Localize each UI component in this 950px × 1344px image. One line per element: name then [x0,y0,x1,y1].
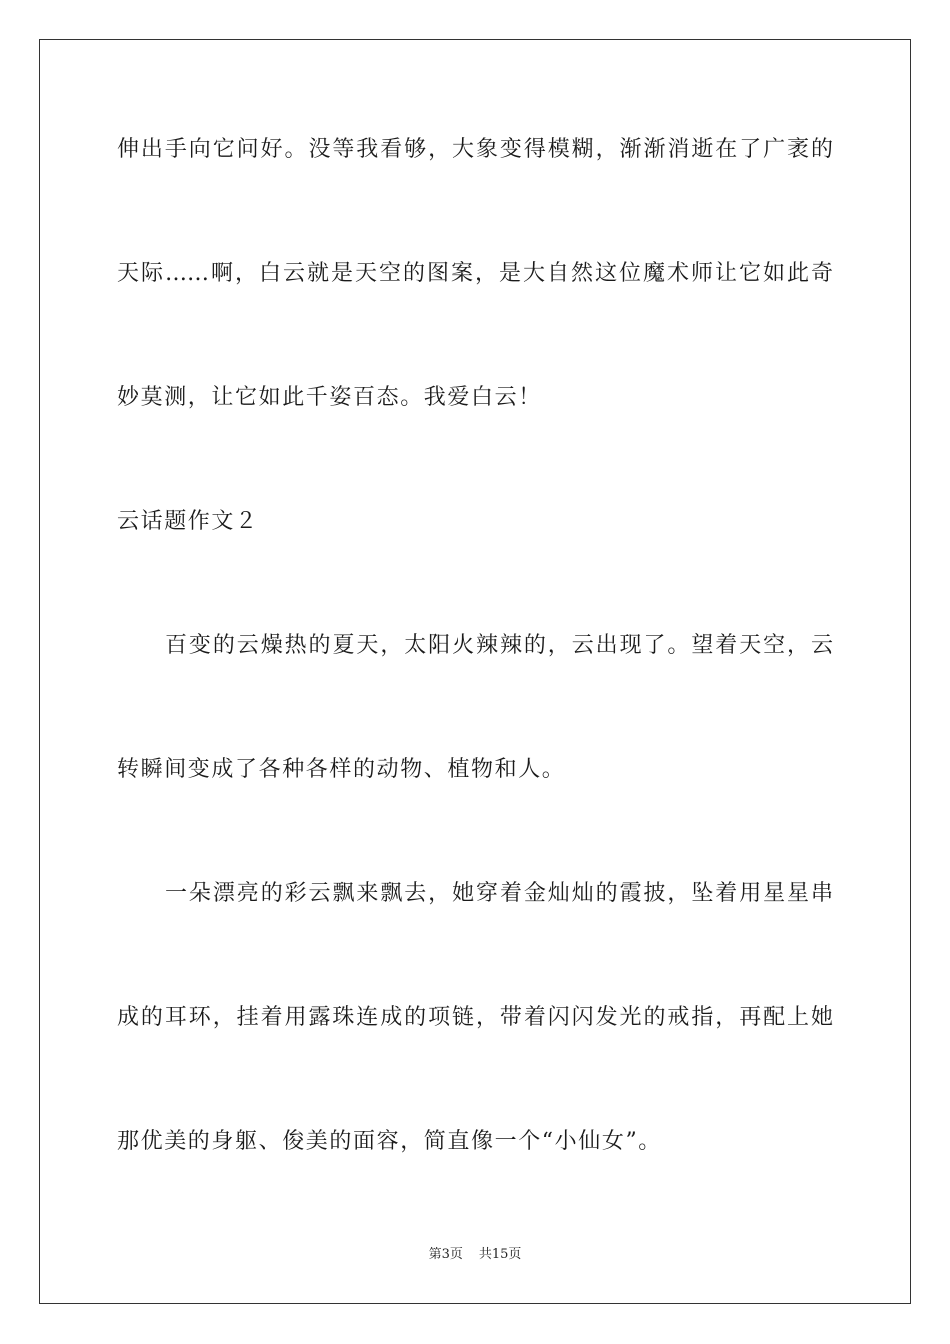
paragraph-line-5: 百变的云燥热的夏天，太阳火辣辣的，云出现了。望着天空，云 [165,633,833,658]
total-page-count: 共15页 [478,1247,522,1262]
page-border [39,39,911,1304]
section-heading: 云话题作文２ [117,509,259,534]
page-footer [0,1246,950,1264]
paragraph-line-7: 一朵漂亮的彩云飘来飘去，她穿着金灿灿的霞披，坠着用星星串 [165,881,833,906]
paragraph-line-9: 那优美的身躯、俊美的面容，简直像一个“小仙女”。 [117,1129,662,1154]
paragraph-line-3: 妙莫测，让它如此千姿百态。我爱白云！ [117,385,542,410]
paragraph-line-8: 成的耳环，挂着用露珠连成的项链，带着闪闪发光的戒指，再配上她 [117,1005,833,1030]
current-page-number: 第3页 [428,1247,463,1262]
paragraph-line-1: 伸出手向它问好。没等我看够，大象变得模糊，渐渐消逝在了广袤的 [117,137,833,162]
paragraph-line-6: 转瞬间变成了各种各样的动物、植物和人。 [117,757,566,782]
paragraph-line-2: 天际……啊，白云就是天空的图案，是大自然这位魔术师让它如此奇 [117,261,833,286]
